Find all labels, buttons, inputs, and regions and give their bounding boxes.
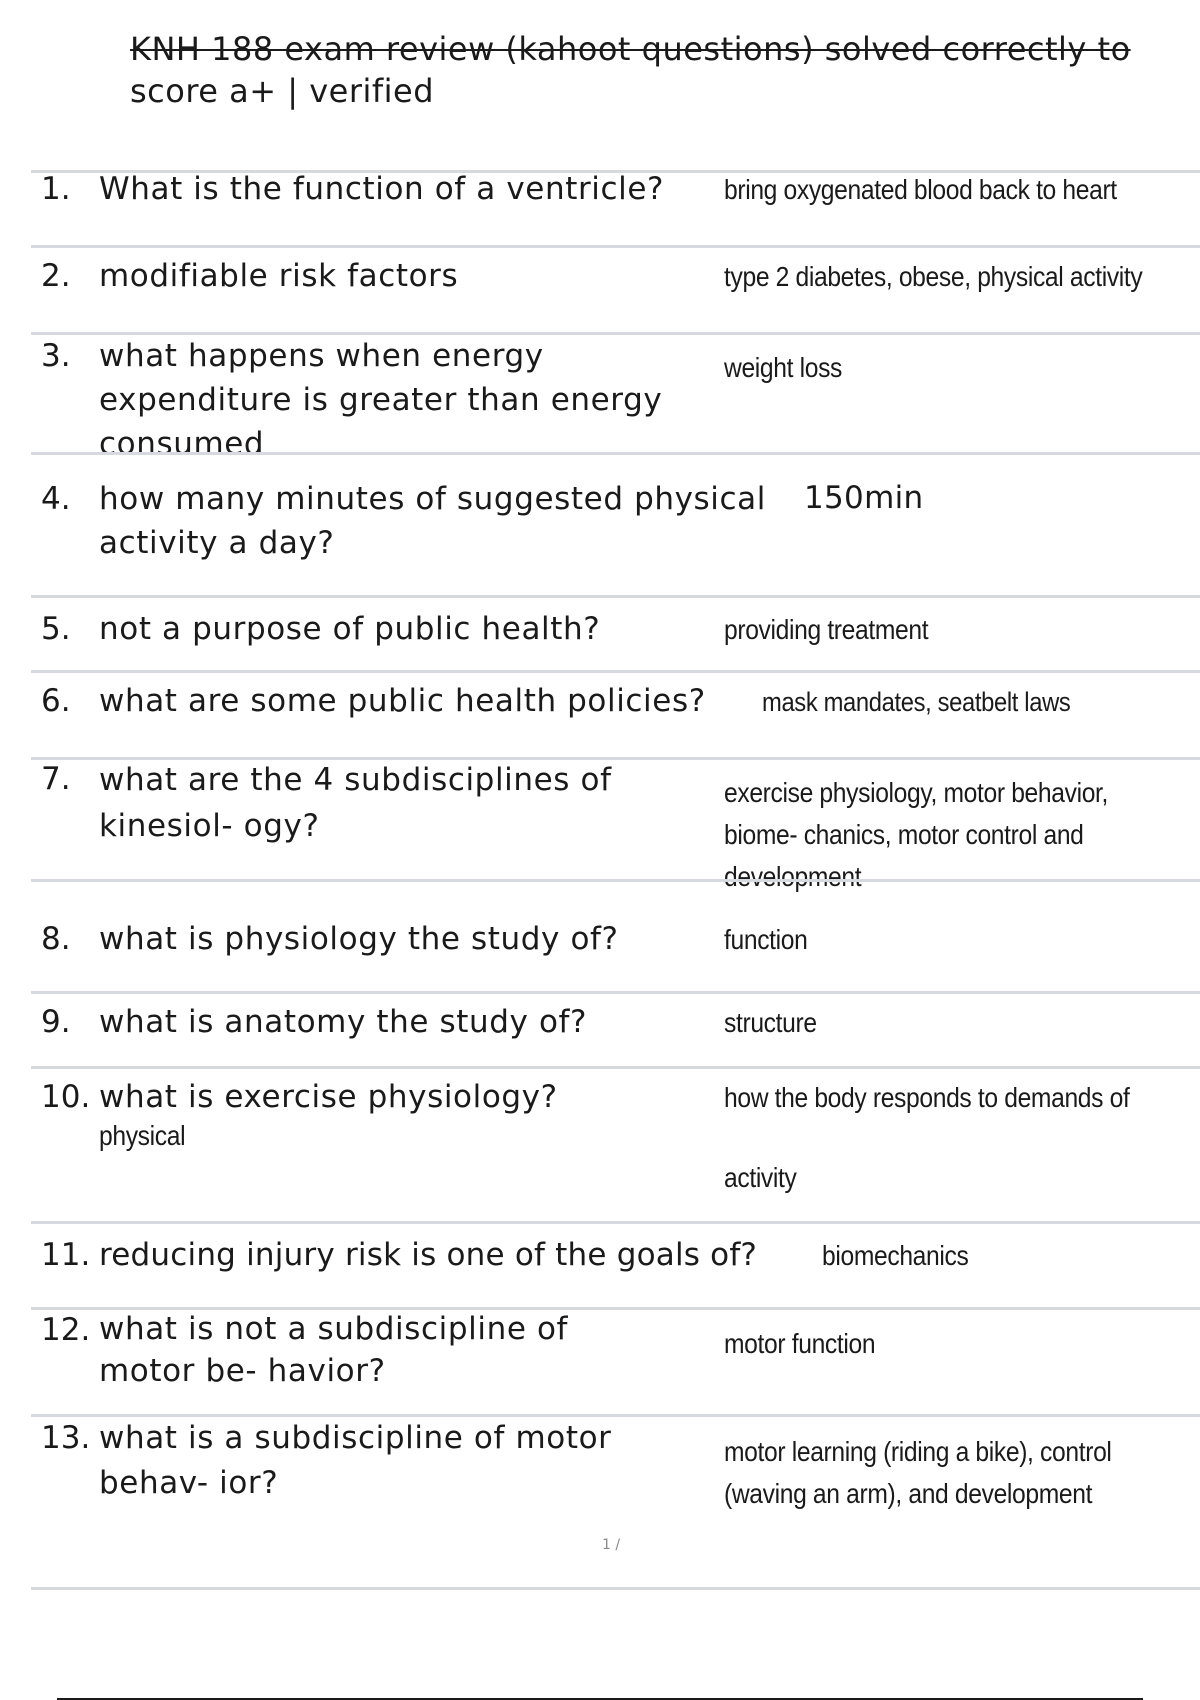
question-text: modifiable risk factors [99,258,459,294]
answer-text: type 2 diabetes, obese, physical activity [724,261,1143,292]
question-text: what happens when energy expenditure is greater than energy consumed [99,338,663,462]
question-text: how many minutes of suggested physical activity a day? [99,481,766,561]
question-text: reducing injury risk is one of the goals of? [99,1237,758,1273]
question-number: 1. [41,171,71,207]
question-number: 12. [41,1312,91,1348]
answer-text: bring oxygenated blood back to heart [724,174,1117,205]
answer-text: function [724,924,808,955]
answer-text: providing treatment [724,614,929,645]
question-number: 5. [41,611,71,647]
question-number: 3. [41,338,71,374]
qa-row-5 [31,595,1200,670]
question-number: 6. [41,683,71,719]
qa-row-12 [31,1307,1200,1414]
qa-row-11 [31,1221,1200,1307]
question-text: what are some public health policies? [99,683,706,719]
question-text: what is a subdiscipline of motor behav- ior? [99,1420,612,1501]
qa-row-6 [31,670,1200,757]
answer-text: motor learning (riding a bike), control (waving an arm), and development [724,1436,1112,1509]
qa-row-1 [31,170,1200,245]
question-text-continued: physical [99,1120,186,1151]
question-number: 7. [41,761,71,797]
answer-text: 150min [804,480,924,516]
answer-text-continued: activity [724,1162,797,1193]
question-text: what are the 4 subdisciplines of kinesiol- ogy? [99,762,612,844]
title-line-1: KNH 188 exam review (kahoot questions) solved correctly to [130,30,1131,68]
qa-list [31,170,1200,1590]
question-number: 11. [41,1237,91,1273]
answer-text: exercise physiology, motor behavior, biome- chanics, motor control and development [724,777,1109,892]
qa-row-9 [31,991,1200,1066]
question-text: what is anatomy the study of? [99,1004,588,1040]
question-number: 4. [41,481,71,517]
answer-text: how the body responds to demands of [724,1082,1130,1113]
qa-row-13 [31,1414,1200,1590]
question-number: 8. [41,921,71,957]
qa-row-3 [31,332,1200,462]
qa-row-4 [31,452,1200,595]
document-title [57,28,1143,112]
qa-row-8 [31,879,1200,991]
answer-text: structure [724,1007,817,1038]
question-text: what is not a subdiscipline of motor be- havior? [99,1311,569,1389]
question-text: not a purpose of public health? [99,611,601,647]
qa-row-2 [31,245,1200,332]
qa-row-7 [31,757,1200,892]
page-number: 1 / [602,1537,621,1553]
title-line-2: score a+ | verified [130,72,435,110]
answer-text: biomechanics [822,1240,969,1271]
question-number: 2. [41,258,71,294]
question-text: what is physiology the study of? [99,921,619,957]
question-text: what is exercise physiology? [99,1079,558,1115]
question-number: 10. [41,1079,91,1115]
answer-text: motor function [724,1328,876,1359]
question-text: What is the function of a ventricle? [99,171,665,207]
question-number: 9. [41,1004,71,1040]
qa-row-10 [31,1066,1200,1221]
answer-text: weight loss [724,352,843,383]
question-number: 13. [41,1420,91,1456]
answer-text: mask mandates, seatbelt laws [762,687,1071,717]
